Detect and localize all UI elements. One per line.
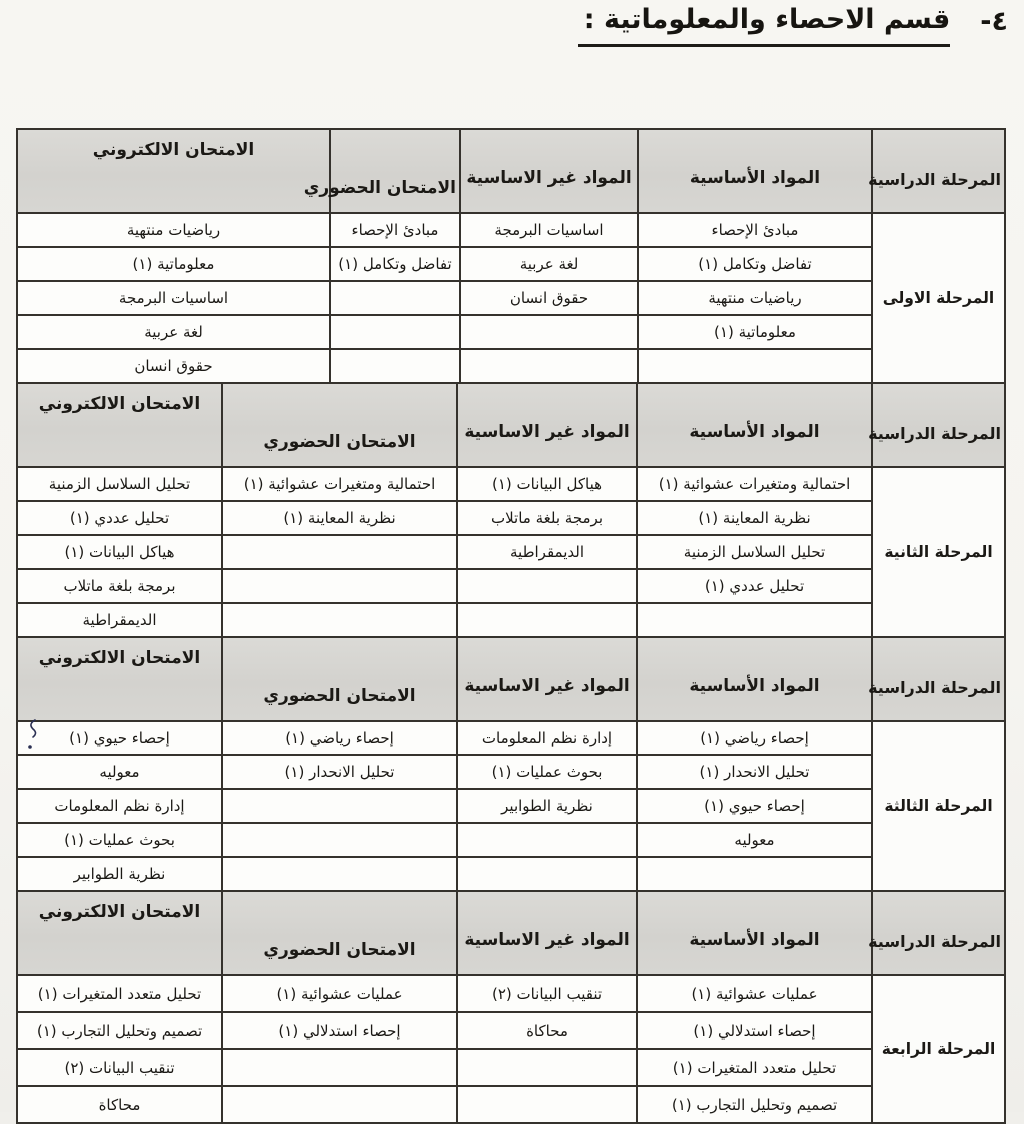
- subject-cell-electronic: الديمقراطية: [17, 603, 222, 637]
- subject-cell-nonbasic: [460, 315, 638, 349]
- table-row: [17, 1086, 1005, 1123]
- stage-table-2: [16, 382, 1006, 638]
- header-row: [17, 129, 1005, 213]
- subject-cell-inperson: احتمالية ومتغيرات عشوائية (١): [222, 467, 457, 501]
- header-row: [17, 383, 1005, 467]
- table-row: [17, 1012, 1005, 1049]
- subject-cell-electronic: اساسيات البرمجة: [17, 281, 330, 315]
- stage-table-4: [16, 890, 1006, 1124]
- subject-cell-inperson: [222, 789, 457, 823]
- table-row: [17, 467, 1005, 501]
- subject-cell-basic: تحليل عددي (١): [637, 569, 872, 603]
- subject-cell-electronic: تحليل متعدد المتغيرات (١): [17, 975, 222, 1012]
- subject-cell-inperson: [222, 1049, 457, 1086]
- column-header-inperson: الامتحان الحضوري: [222, 383, 457, 467]
- subject-cell-basic: إحصاء رياضي (١): [637, 721, 872, 755]
- subject-cell-inperson: [222, 823, 457, 857]
- subject-cell-basic: [638, 349, 872, 383]
- subject-cell-basic: إحصاء استدلالي (١): [637, 1012, 872, 1049]
- column-header-electronic: الامتحان الالكتروني: [17, 891, 222, 975]
- subject-cell-inperson: عمليات عشوائية (١): [222, 975, 457, 1012]
- column-header-stage: المرحلة الدراسية: [872, 891, 1005, 975]
- column-header-basic: المواد الأساسية: [637, 891, 872, 975]
- column-header-nonbasic: المواد غير الاساسية: [457, 383, 637, 467]
- header-row: [17, 637, 1005, 721]
- table-row: [17, 975, 1005, 1012]
- column-header-stage: المرحلة الدراسية: [872, 383, 1005, 467]
- subject-cell-inperson: تحليل الانحدار (١): [222, 755, 457, 789]
- section-title-text: قسم الاحصاء والمعلوماتية :: [578, 4, 951, 47]
- subject-cell-basic: تصميم وتحليل التجارب (١): [637, 1086, 872, 1123]
- column-header-nonbasic: المواد غير الاساسية: [457, 637, 637, 721]
- section-title: [578, 4, 1008, 47]
- table-row: [17, 755, 1005, 789]
- subject-cell-nonbasic: برمجة بلغة ماتلاب: [457, 501, 637, 535]
- subject-cell-nonbasic: [457, 857, 637, 891]
- subject-cell-inperson: نظرية المعاينة (١): [222, 501, 457, 535]
- subject-cell-electronic: تصميم وتحليل التجارب (١): [17, 1012, 222, 1049]
- table-row: [17, 569, 1005, 603]
- subject-cell-basic: معوليه: [637, 823, 872, 857]
- subject-cell-nonbasic: اساسيات البرمجة: [460, 213, 638, 247]
- subject-cell-electronic: بحوث عمليات (١): [17, 823, 222, 857]
- subject-cell-basic: احتمالية ومتغيرات عشوائية (١): [637, 467, 872, 501]
- subject-cell-basic: نظرية المعاينة (١): [637, 501, 872, 535]
- table-row: [17, 501, 1005, 535]
- subject-cell-nonbasic: [457, 1086, 637, 1123]
- header-row: [17, 891, 1005, 975]
- subject-cell-nonbasic: نظرية الطوابير: [457, 789, 637, 823]
- column-header-inperson: الامتحان الحضوري: [222, 891, 457, 975]
- column-header-nonbasic: المواد غير الاساسية: [460, 129, 638, 213]
- column-header-basic: المواد الأساسية: [638, 129, 872, 213]
- column-header-inperson: الامتحان الحضوري: [330, 129, 460, 213]
- subject-cell-electronic: رياضيات منتهية: [17, 213, 330, 247]
- stage-table-3: [16, 636, 1006, 892]
- section-number: ٤-: [980, 6, 1008, 37]
- table-row: [17, 721, 1005, 755]
- subject-cell-nonbasic: [457, 569, 637, 603]
- subject-cell-electronic: لغة عربية: [17, 315, 330, 349]
- subject-cell-nonbasic: [457, 823, 637, 857]
- subject-cell-nonbasic: هياكل البيانات (١): [457, 467, 637, 501]
- subject-cell-basic: عمليات عشوائية (١): [637, 975, 872, 1012]
- subject-cell-electronic: إدارة نظم المعلومات: [17, 789, 222, 823]
- subject-cell-nonbasic: تنقيب البيانات (٢): [457, 975, 637, 1012]
- stage-tables: [18, 128, 1006, 1124]
- subject-cell-basic: تحليل الانحدار (١): [637, 755, 872, 789]
- subject-cell-inperson: [330, 349, 460, 383]
- subject-cell-inperson: تفاضل وتكامل (١): [330, 247, 460, 281]
- subject-cell-inperson: [222, 1086, 457, 1123]
- subject-cell-basic: [637, 603, 872, 637]
- table-row: [17, 823, 1005, 857]
- stage-name-cell: المرحلة الرابعة: [872, 975, 1005, 1123]
- column-header-inperson: الامتحان الحضوري: [222, 637, 457, 721]
- pen-scribble-icon: [24, 716, 40, 756]
- subject-cell-inperson: [330, 281, 460, 315]
- subject-cell-electronic: معلوماتية (١): [17, 247, 330, 281]
- subject-cell-inperson: [222, 569, 457, 603]
- subject-cell-electronic: برمجة بلغة ماتلاب: [17, 569, 222, 603]
- subject-cell-electronic: تحليل السلاسل الزمنية: [17, 467, 222, 501]
- column-header-electronic: الامتحان الالكتروني: [17, 129, 330, 213]
- subject-cell-electronic: إحصاء حيوي (١): [17, 721, 222, 755]
- subject-cell-inperson: [222, 857, 457, 891]
- subject-cell-basic: تحليل السلاسل الزمنية: [637, 535, 872, 569]
- subject-cell-basic: تفاضل وتكامل (١): [638, 247, 872, 281]
- table-row: [17, 281, 1005, 315]
- subject-cell-nonbasic: حقوق انسان: [460, 281, 638, 315]
- stage-table-1: [16, 128, 1006, 384]
- subject-cell-basic: إحصاء حيوي (١): [637, 789, 872, 823]
- column-header-stage: المرحلة الدراسية: [872, 637, 1005, 721]
- subject-cell-inperson: [330, 315, 460, 349]
- stage-name-cell: المرحلة الثانية: [872, 467, 1005, 637]
- subject-cell-nonbasic: [457, 603, 637, 637]
- table-row: [17, 857, 1005, 891]
- subject-cell-electronic: تنقيب البيانات (٢): [17, 1049, 222, 1086]
- column-header-stage: المرحلة الدراسية: [872, 129, 1005, 213]
- table-row: [17, 789, 1005, 823]
- subject-cell-electronic: معوليه: [17, 755, 222, 789]
- subject-cell-nonbasic: إدارة نظم المعلومات: [457, 721, 637, 755]
- column-header-electronic: الامتحان الالكتروني: [17, 637, 222, 721]
- subject-cell-basic: مبادئ الإحصاء: [638, 213, 872, 247]
- subject-cell-basic: تحليل متعدد المتغيرات (١): [637, 1049, 872, 1086]
- stage-name-cell: المرحلة الثالثة: [872, 721, 1005, 891]
- subject-cell-electronic: هياكل البيانات (١): [17, 535, 222, 569]
- subject-cell-basic: [637, 857, 872, 891]
- column-header-basic: المواد الأساسية: [637, 637, 872, 721]
- subject-cell-nonbasic: لغة عربية: [460, 247, 638, 281]
- subject-cell-inperson: إحصاء رياضي (١): [222, 721, 457, 755]
- subject-cell-nonbasic: محاكاة: [457, 1012, 637, 1049]
- subject-cell-nonbasic: [457, 1049, 637, 1086]
- subject-cell-basic: معلوماتية (١): [638, 315, 872, 349]
- subject-cell-electronic: تحليل عددي (١): [17, 501, 222, 535]
- table-row: [17, 1049, 1005, 1086]
- subject-cell-inperson: إحصاء استدلالي (١): [222, 1012, 457, 1049]
- subject-cell-electronic: محاكاة: [17, 1086, 222, 1123]
- table-row: [17, 247, 1005, 281]
- subject-cell-electronic: نظرية الطوابير: [17, 857, 222, 891]
- subject-cell-basic: رياضيات منتهية: [638, 281, 872, 315]
- column-header-electronic: الامتحان الالكتروني: [17, 383, 222, 467]
- subject-cell-inperson: [222, 603, 457, 637]
- subject-cell-inperson: مبادئ الإحصاء: [330, 213, 460, 247]
- table-row: [17, 535, 1005, 569]
- table-row: [17, 213, 1005, 247]
- subject-cell-inperson: [222, 535, 457, 569]
- table-row: [17, 349, 1005, 383]
- subject-cell-nonbasic: بحوث عمليات (١): [457, 755, 637, 789]
- stage-name-cell: المرحلة الاولى: [872, 213, 1005, 383]
- subject-cell-nonbasic: الديمقراطية: [457, 535, 637, 569]
- column-header-nonbasic: المواد غير الاساسية: [457, 891, 637, 975]
- ink-mark: [24, 716, 40, 756]
- table-row: [17, 603, 1005, 637]
- subject-cell-electronic: حقوق انسان: [17, 349, 330, 383]
- column-header-basic: المواد الأساسية: [637, 383, 872, 467]
- table-row: [17, 315, 1005, 349]
- subject-cell-nonbasic: [460, 349, 638, 383]
